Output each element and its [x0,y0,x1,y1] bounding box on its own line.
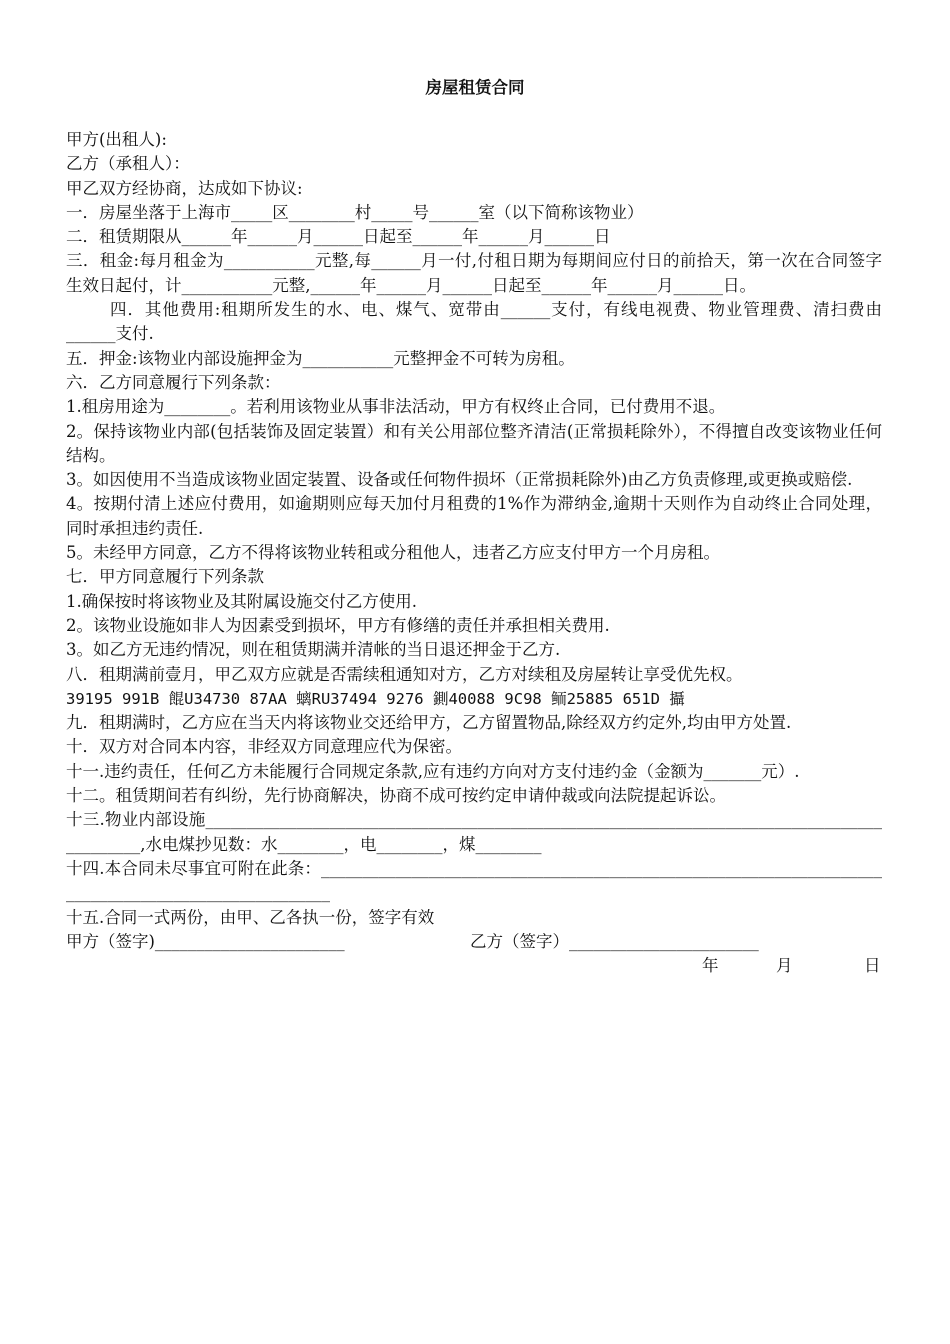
clause-2: 二．租赁期限从______年______月______日起至______年______月______日 [66,227,611,247]
clause-14: 十四.本合同未尽事宜可附在此条：____________________________________________________________________________________________________ [66,858,882,903]
party-a-line: 甲方(出租人): [66,130,167,149]
party-b-signature: 乙方（签字）_______________________ [470,931,759,951]
clause-9: 九．租期满时，乙方应在当天内将该物业交还给甲方，乙方留置物品,除经双方约定外,均由甲方处置. [66,713,792,733]
clause-6-item-4: 4。按期付清上述应付费用，如逾期则应每天加付月租费的1%作为滞纳金,逾期十天则作为自动终止合同处理，同时承担违约责任. [66,494,882,538]
document-title: 房屋租赁合同 [425,78,525,97]
clause-7: 七．甲方同意履行下列条款 [66,567,264,587]
clause-6-item-5: 5。未经甲方同意，乙方不得将该物业转租或分租他人，违者乙方应支付甲方一个月房租。 [66,543,720,563]
intro-line: 甲乙双方经协商，达成如下协议: [66,178,303,198]
clause-3: 三．租金:每月租金为___________元整,每______月一付,付租日期为每期间应付日的前拾天，第一次在合同签字生效日起付，计___________元整,______年______月______日起至______年______月______日。 [66,251,882,295]
party-a-signature: 甲方（签字)_______________________ [66,931,345,951]
clause-8: 八．租期满前壹月，甲乙双方应就是否需续租通知对方，乙方对续租及房屋转让享受优先权。 [66,664,743,684]
clause-5: 五．押金:该物业内部设施押金为___________元整押金不可转为房租。 [66,348,575,368]
garbled-code-line: 39195 991B 餛U34730 87AA 螭RU37494 9276 鍘40088 9C98 鲕25885 651D 攝 [66,689,685,708]
clause-6: 六．乙方同意履行下列条款： [66,372,281,392]
clause-1: 一．房屋坐落于上海市_____区________村_____号______室（以下简称该物业） [66,202,644,222]
date-row [66,954,882,978]
clause-11: 十一.违约责任，任何乙方未能履行合同规定条款,应有违约方向对方支付违约金（金额为_______元）. [66,761,800,781]
date-day: 日 [864,956,881,976]
date-month: 月 [776,956,793,976]
clause-7-item-2: 2。该物业设施如非人为因素受到损坏，甲方有修缮的责任并承担相关费用. [66,615,610,635]
clause-13: 十三.物业内部设施___________________________________________________________________________________________,水电煤抄见数：水________，电________，煤________ [66,810,882,854]
clause-6-item-3: 3。如因使用不当造成该物业固定装置、设备或任何物件损坏（正常损耗除外)由乙方负责修理,或更换或赔偿. [66,470,853,490]
clause-7-item-3: 3。如乙方无违约情况，则在租赁期满并清帐的当日退还押金于乙方. [66,640,561,660]
party-b-line: 乙方（承租人）： [66,154,190,174]
date-year: 年 [702,956,719,976]
clause-10: 十．双方对合同本内容，非经双方同意理应代为保密。 [66,737,462,757]
clause-15: 十五.合同一式两份，由甲、乙各执一份，签字有效 [66,907,435,927]
clause-6-item-1: 1.租房用途为________。若利用该物业从事非法活动，甲方有权终止合同，已付费用不退。 [66,397,726,417]
clause-12: 十二。租赁期间若有纠纷，先行协商解决，协商不成可按约定申请仲裁或向法院提起诉讼。 [66,786,726,806]
signature-row [66,930,882,954]
clause-4: 四．其他费用:租期所发生的水、电、煤气、宽带由______支付，有线电视费、物业管理费、清扫费由______支付. [66,300,882,344]
document-body [66,128,882,978]
clause-6-item-2: 2。保持该物业内部(包括装饰及固定装置）和有关公用部位整齐清洁(正常损耗除外），不得擅自改变该物业任何结构。 [66,421,882,465]
clause-7-item-1: 1.确保按时将该物业及其附属设施交付乙方使用. [66,591,417,611]
